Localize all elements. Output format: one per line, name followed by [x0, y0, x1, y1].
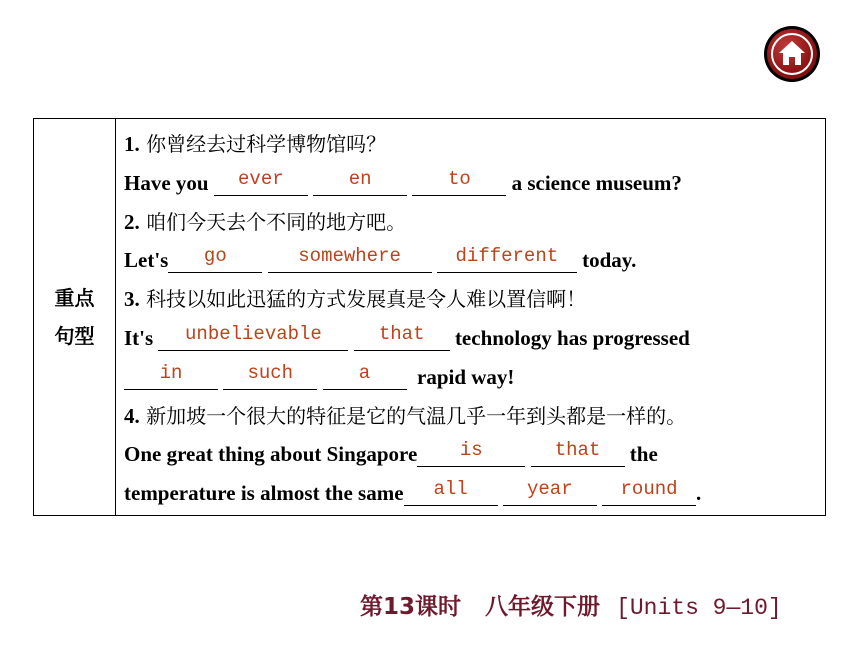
blank-1a: ever: [214, 171, 308, 196]
sentence-1-chinese: 1. 你曾经去过科学博物馆吗？: [124, 132, 387, 156]
sentence-1-english: Have you ever en to a science museum?: [124, 167, 682, 195]
blank-2b: somewhere: [268, 248, 432, 273]
blank-4c: all: [404, 481, 498, 506]
blank-2a: go: [168, 248, 262, 273]
blank-2c: different: [437, 248, 577, 273]
sentence-3-chinese: 3. 科技以如此迅猛的方式发展真是令人难以置信啊！: [124, 287, 587, 312]
home-icon: [777, 38, 807, 68]
blank-4d: year: [503, 481, 597, 506]
blank-3a: unbelievable: [158, 326, 348, 351]
key-sentences-card: [33, 118, 826, 516]
blank-1b: en: [313, 171, 407, 196]
sentence-3-english-b: in such a rapid way!: [124, 358, 817, 397]
sentence-list: [124, 125, 817, 513]
sentence-4-english-a: One great thing about Singapore is that the: [124, 439, 658, 467]
blank-3e: a: [323, 365, 407, 390]
blank-3c: in: [124, 365, 218, 390]
blank-4a: is: [417, 442, 525, 467]
footer-lesson: 第13课时: [360, 594, 462, 620]
side-label: 重点句型: [54, 286, 95, 348]
sentence-4-english-b: temperature is almost the same all year round .: [124, 478, 702, 506]
footer-lesson-info: [360, 588, 782, 621]
blank-4e: round: [602, 481, 696, 506]
sentence-4-chinese: 4. 新加坡一个很大的特征是它的气温几乎一年到头都是一样的。: [124, 403, 687, 428]
footer-book: 八年级下册: [485, 594, 601, 620]
sentence-3-english-a: It's unbelievable that technology has progressed: [124, 322, 690, 350]
footer-units: [Units 9—10]: [616, 595, 782, 621]
blank-1c: to: [412, 171, 506, 196]
blank-3d: such: [223, 365, 317, 390]
sentence-2-chinese: 2. 咱们今天去个不同的地方吧。: [124, 209, 407, 234]
blank-4b: that: [531, 442, 625, 467]
blank-3b: that: [354, 326, 450, 351]
side-column: [34, 119, 116, 515]
home-button[interactable]: [764, 26, 820, 82]
sentence-2-english: Let's go somewhere different today.: [124, 245, 637, 273]
